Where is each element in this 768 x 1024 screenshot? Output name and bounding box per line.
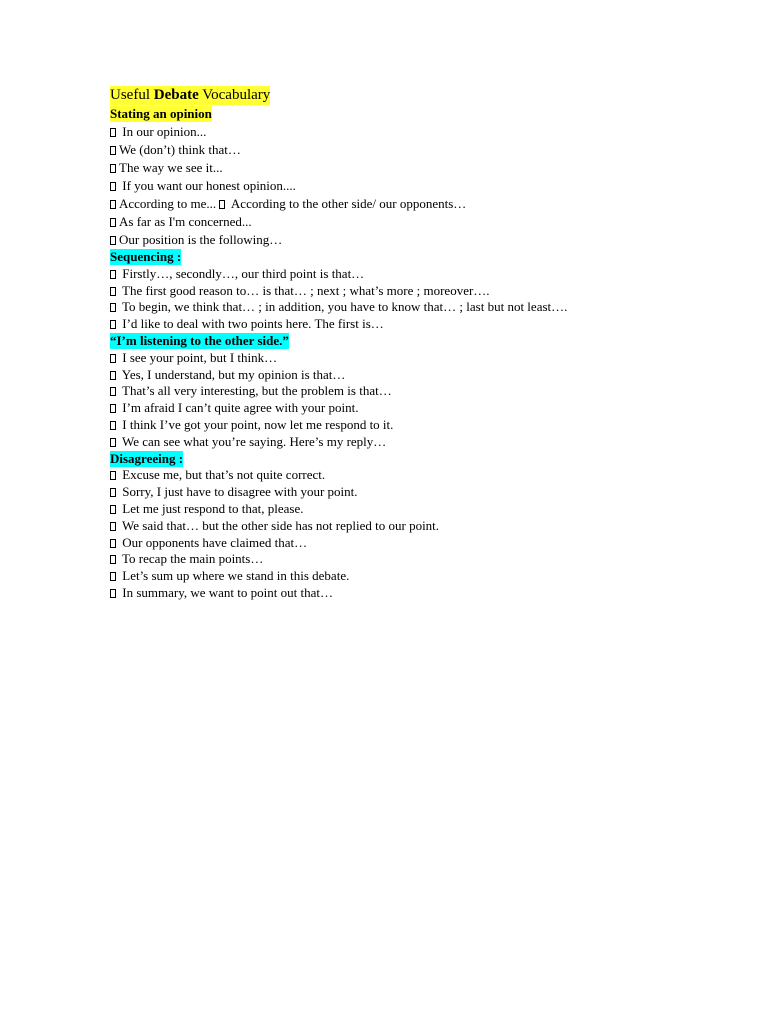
list-item: Let’s sum up where we stand in this debate. xyxy=(110,568,630,585)
list-item: According to me... According to the other side/ our opponents… xyxy=(110,195,630,213)
document-page xyxy=(110,86,630,602)
list-item: Our position is the following… xyxy=(110,231,630,249)
checkbox-glyph-icon xyxy=(110,387,116,396)
list-item: In our opinion... xyxy=(110,123,630,141)
list-item: That’s all very interesting, but the problem is that… xyxy=(110,383,630,400)
checkbox-glyph-icon xyxy=(110,182,116,191)
checkbox-glyph-icon xyxy=(110,287,116,296)
list-item: We said that… but the other side has not replied to our point. xyxy=(110,518,630,535)
checkbox-glyph-icon xyxy=(110,438,116,447)
list-item: The way we see it... xyxy=(110,159,630,177)
section-heading: “I’m listening to the other side.” xyxy=(110,332,289,348)
checkbox-glyph-icon xyxy=(110,505,116,514)
section-listening xyxy=(110,333,630,451)
list-item: In summary, we want to point out that… xyxy=(110,585,630,602)
checkbox-glyph-icon xyxy=(110,539,116,548)
checkbox-glyph-icon xyxy=(110,270,116,279)
section-stating-opinion xyxy=(110,105,630,249)
title-bold: Debate xyxy=(153,87,199,103)
list-item: To recap the main points… xyxy=(110,551,630,568)
checkbox-glyph-icon xyxy=(110,421,116,430)
list-item: Let me just respond to that, please. xyxy=(110,501,630,518)
list-item: Our opponents have claimed that… xyxy=(110,535,630,552)
list-item: I’d like to deal with two points here. The first is… xyxy=(110,316,630,333)
checkbox-glyph-icon xyxy=(110,488,116,497)
section-disagreeing xyxy=(110,451,630,602)
list-item: I see your point, but I think… xyxy=(110,350,630,367)
section-heading: Disagreeing : xyxy=(110,450,184,466)
checkbox-glyph-icon xyxy=(110,236,116,245)
list-item: I’m afraid I can’t quite agree with your point. xyxy=(110,400,630,417)
checkbox-glyph-icon xyxy=(110,164,116,173)
title-suffix: Vocabulary xyxy=(198,87,271,103)
section-heading: Stating an opinion xyxy=(110,106,212,121)
list-item: Sorry, I just have to disagree with your point. xyxy=(110,484,630,501)
list-item: We (don’t) think that… xyxy=(110,141,630,159)
section-heading: Sequencing : xyxy=(110,249,182,264)
list-item: I think I’ve got your point, now let me respond to it. xyxy=(110,417,630,434)
list-item: We can see what you’re saying. Here’s my reply… xyxy=(110,434,630,451)
checkbox-glyph-icon xyxy=(110,572,116,581)
list-item: If you want our honest opinion.... xyxy=(110,177,630,195)
section-sequencing xyxy=(110,249,630,333)
checkbox-glyph-icon xyxy=(110,371,116,380)
list-item: To begin, we think that… ; in addition, you have to know that… ; last but not least…. xyxy=(110,299,630,316)
list-item: Excuse me, but that’s not quite correct. xyxy=(110,467,630,484)
checkbox-glyph-icon xyxy=(110,589,116,598)
checkbox-glyph-icon xyxy=(110,320,116,329)
checkbox-glyph-icon xyxy=(219,200,225,209)
checkbox-glyph-icon xyxy=(110,303,116,312)
title-prefix: Useful xyxy=(110,87,154,103)
checkbox-glyph-icon xyxy=(110,555,116,564)
checkbox-glyph-icon xyxy=(110,471,116,480)
checkbox-glyph-icon xyxy=(110,404,116,413)
checkbox-glyph-icon xyxy=(110,218,116,227)
checkbox-glyph-icon xyxy=(110,128,116,137)
list-item: Firstly…, secondly…, our third point is that… xyxy=(110,266,630,283)
checkbox-glyph-icon xyxy=(110,354,116,363)
checkbox-glyph-icon xyxy=(110,522,116,531)
list-item: The first good reason to… is that… ; next ; what’s more ; moreover…. xyxy=(110,283,630,300)
list-item: As far as I'm concerned... xyxy=(110,213,630,231)
checkbox-glyph-icon xyxy=(110,200,116,209)
document-title xyxy=(110,86,270,105)
list-item: Yes, I understand, but my opinion is that… xyxy=(110,367,630,384)
checkbox-glyph-icon xyxy=(110,146,116,155)
